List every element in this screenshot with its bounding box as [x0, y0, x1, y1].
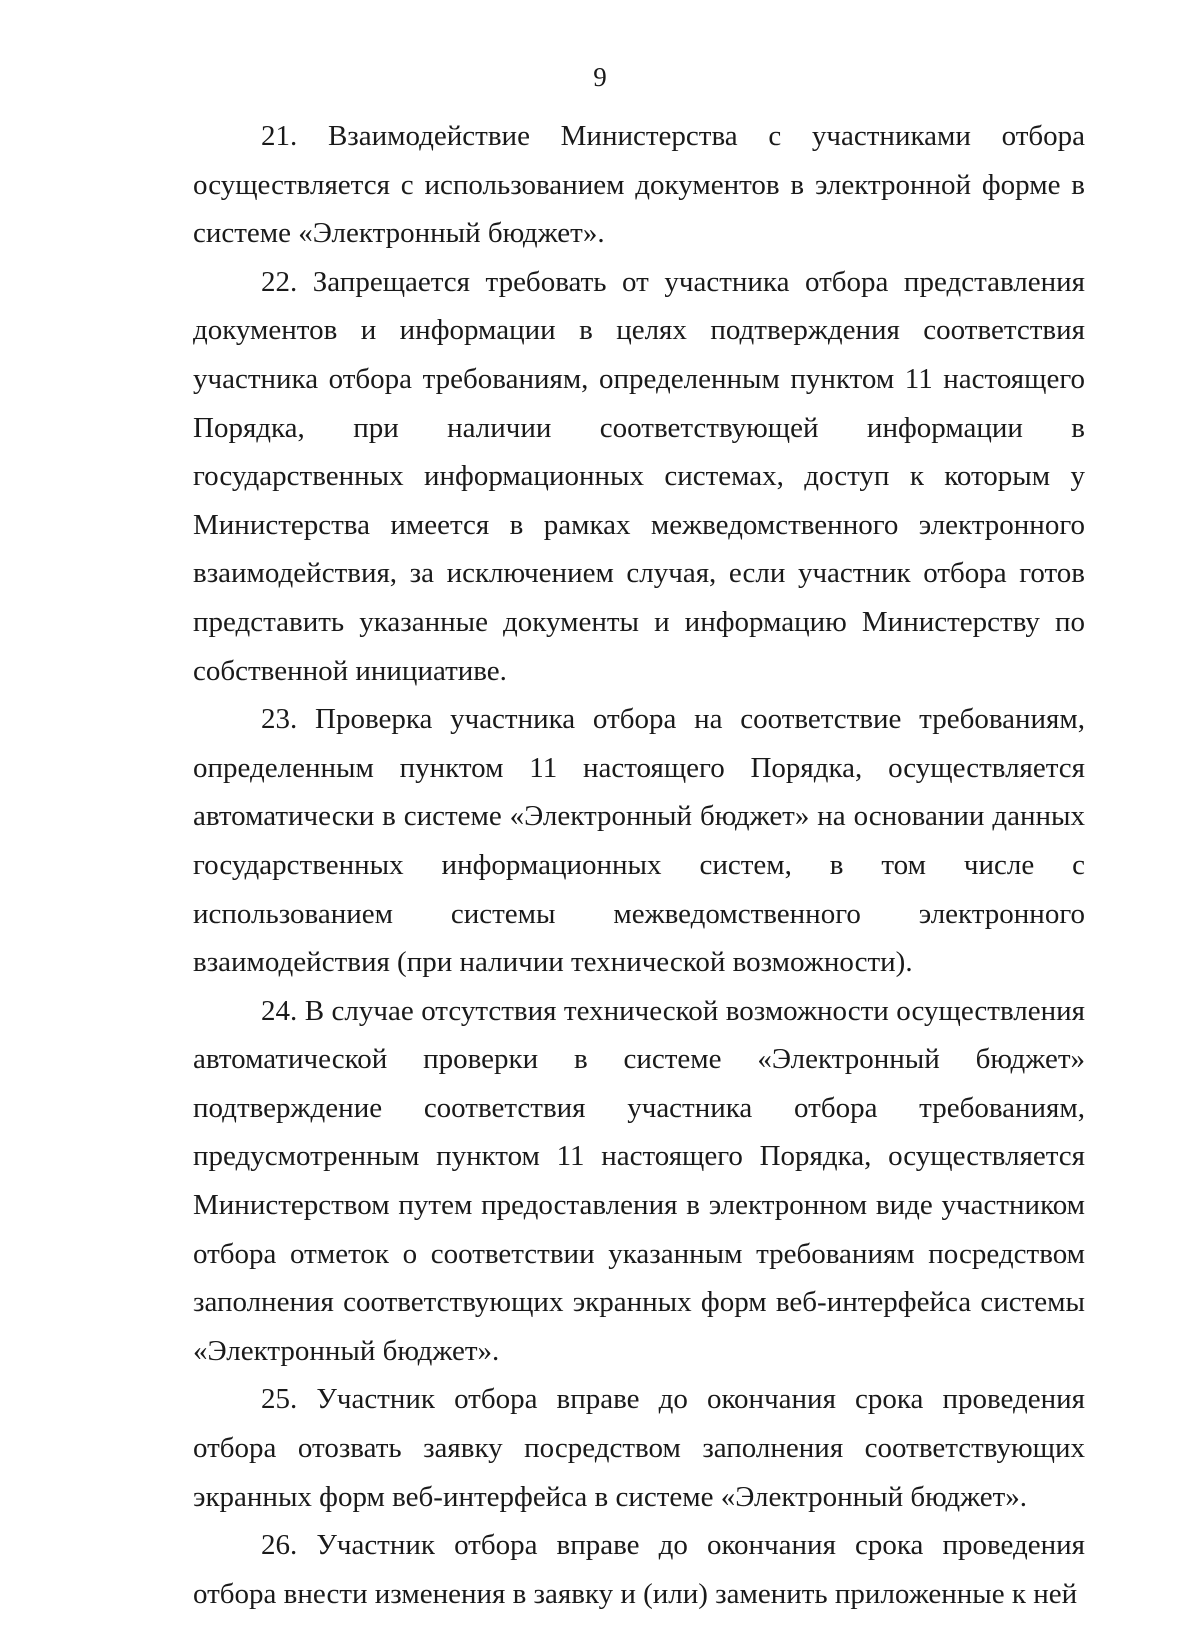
paragraph-26: 26. Участник отбора вправе до окончания срока проведения отбора внести изменения в заявку и (или) заменить приложенные к ней: [193, 1529, 1085, 1610]
document-body: [193, 112, 1085, 1618]
paragraph-23: 23. Проверка участника отбора на соответствие требованиям, определенным пунктом 11 настоящего Порядка, осуществляется автоматически в системе «Электронный бюджет» на основании данных государственных информационных систем, в том числе с использованием системы межведомственного электронного взаимодействия (при наличии технической возможности).: [193, 703, 1085, 979]
paragraph-24: 24. В случае отсутствия технической возможности осуществления автоматической проверки в системе «Электронный бюджет» подтверждение соответствия участника отбора требованиям, предусмотренным пунктом 11 настоящего Порядка, осуществляется Министерством путем предоставления в электронном виде участником отбора отметок о соответствии указанным требованиям посредством заполнения соответствующих экранных форм веб-интерфейса системы «Электронный бюджет».: [193, 994, 1085, 1367]
page-number: 9: [593, 62, 607, 92]
paragraph-21: 21. Взаимодействие Министерства с участниками отбора осуществляется с использованием документов в электронной форме в системе «Электронный бюджет».: [193, 120, 1085, 250]
paragraph-22: 22. Запрещается требовать от участника отбора представления документов и информации в целях подтверждения соответствия участника отбора требованиям, определенным пунктом 11 настоящего Порядка, при наличии соответствующей информации в государственных информационных системах, доступ к которым у Министерства имеется в рамках межведомственного электронного взаимодействия, за исключением случая, если участник отбора готов представить указанные документы и информацию Министерству по собственной инициативе.: [193, 265, 1085, 687]
paragraph-25: 25. Участник отбора вправе до окончания срока проведения отбора отозвать заявку посредством заполнения соответствующих экранных форм веб-интерфейса в системе «Электронный бюджет».: [193, 1383, 1085, 1513]
